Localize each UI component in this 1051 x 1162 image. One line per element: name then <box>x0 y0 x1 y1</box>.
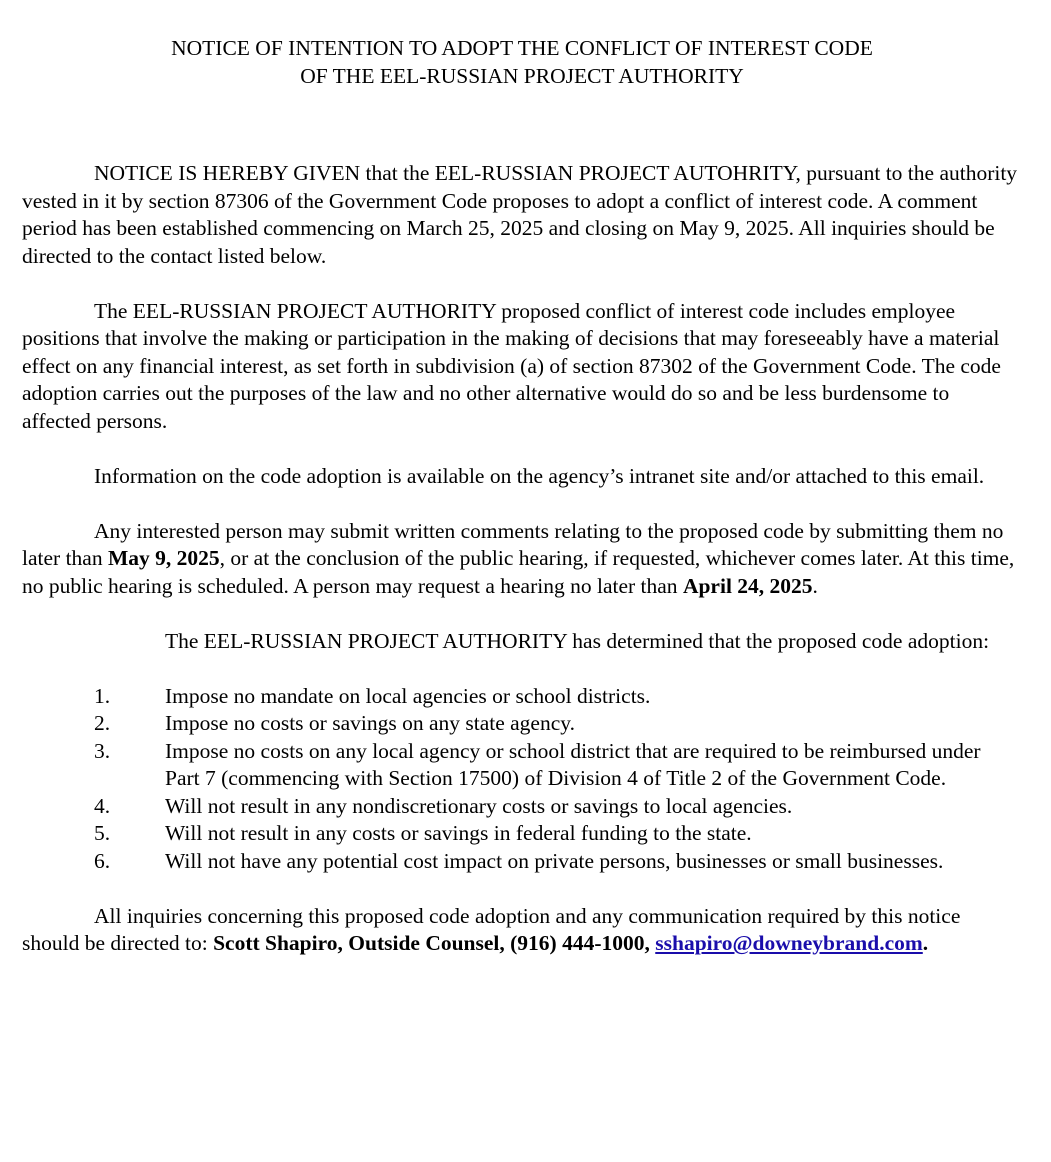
title-line-1: NOTICE OF INTENTION TO ADOPT THE CONFLICT OF INTEREST CODE <box>171 36 873 60</box>
list-item <box>22 848 1022 876</box>
spacer <box>22 875 1022 903</box>
contact-trailing-period: . <box>922 931 929 955</box>
paragraph-contact <box>22 903 1022 958</box>
list-item-number: 5. <box>94 821 111 845</box>
spacer <box>22 600 1022 628</box>
list-item <box>22 710 1022 738</box>
paragraph-notice-given: NOTICE IS HEREBY GIVEN that the EEL-RUSSIAN PROJECT AUTOHRITY, pursuant to the authority vested in it by section 87306 of the Government Code proposes to adopt a conflict of interest code. A comment period has been established commencing on March 25, 2025 and closing on May 9, 2025. All inquiries should be directed to the contact listed below. <box>22 161 1018 268</box>
list-item-text: Will not result in any nondiscretionary costs or savings to local agencies. <box>165 793 793 818</box>
comments-text-2: , or at the conclusion of the public hearing, if requested, whichever comes later. At this time, no public hearing is scheduled. A person may request a hearing no later than <box>22 546 1015 598</box>
determinations-list <box>22 683 1022 876</box>
list-item-number: 3. <box>94 738 111 763</box>
spacer <box>22 90 1022 160</box>
list-item <box>22 793 1022 821</box>
notice-title <box>22 34 1022 90</box>
list-item-number: 6. <box>94 848 111 873</box>
list-item-number: 1. <box>94 683 111 708</box>
comment-deadline-date: May 9, 2025 <box>107 546 220 570</box>
list-item <box>22 820 1022 848</box>
comments-text-1: Any interested person may submit written comments relating to the proposed code by submitting them no later than <box>22 518 1004 570</box>
list-item-text: Impose no costs on any local agency or school district that are required to be reimbursed under Part 7 (commencing with Section 17500) of Division 4 of Title 2 of the Government Code. <box>165 738 981 790</box>
spacer <box>22 435 1022 463</box>
contact-email-link[interactable]: sshapiro@downeybrand.com <box>655 931 923 955</box>
paragraph-comments <box>22 518 1022 601</box>
spacer <box>22 655 1022 683</box>
spacer <box>22 270 1022 298</box>
list-item-text: Will not have any potential cost impact on private persons, businesses or small businesses. <box>165 848 944 873</box>
list-item-number: 2. <box>94 711 111 735</box>
paragraph-code-scope: The EEL-RUSSIAN PROJECT AUTHORITY proposed conflict of interest code includes employee positions that involve the making or participation in the making of decisions that may foreseeably have a material effect on any financial interest, as set forth in subdivision (a) of section 87302 of the Government Code. The code adoption carries out the purposes of the law and no other alternative would do so and be less burdensome to affected persons. <box>22 298 1001 433</box>
hearing-request-deadline-date: April 24, 2025 <box>682 573 813 598</box>
list-item-number: 4. <box>94 793 111 818</box>
notice-document <box>22 34 1022 958</box>
comments-text-3: . <box>812 573 818 598</box>
paragraph-information: Information on the code adoption is available on the agency’s intranet site and/or attached to this email. <box>94 463 985 488</box>
list-item <box>22 683 1022 711</box>
list-item-text: Impose no mandate on local agencies or school districts. <box>165 683 651 708</box>
title-line-2: OF THE EEL-RUSSIAN PROJECT AUTHORITY <box>300 64 744 88</box>
paragraph-determination-intro: The EEL-RUSSIAN PROJECT AUTHORITY has determined that the proposed code adoption: <box>165 628 990 653</box>
list-item-text: Impose no costs or savings on any state agency. <box>165 711 576 735</box>
spacer <box>22 490 1022 518</box>
list-item-text: Will not result in any costs or savings in federal funding to the state. <box>165 821 752 845</box>
contact-lead-text: All inquiries concerning this proposed code adoption and any communication required by this notice should be directed to: <box>22 903 961 955</box>
list-item <box>22 738 1022 793</box>
contact-name-info: Scott Shapiro, Outside Counsel, (916) 444-1000, <box>213 931 650 955</box>
